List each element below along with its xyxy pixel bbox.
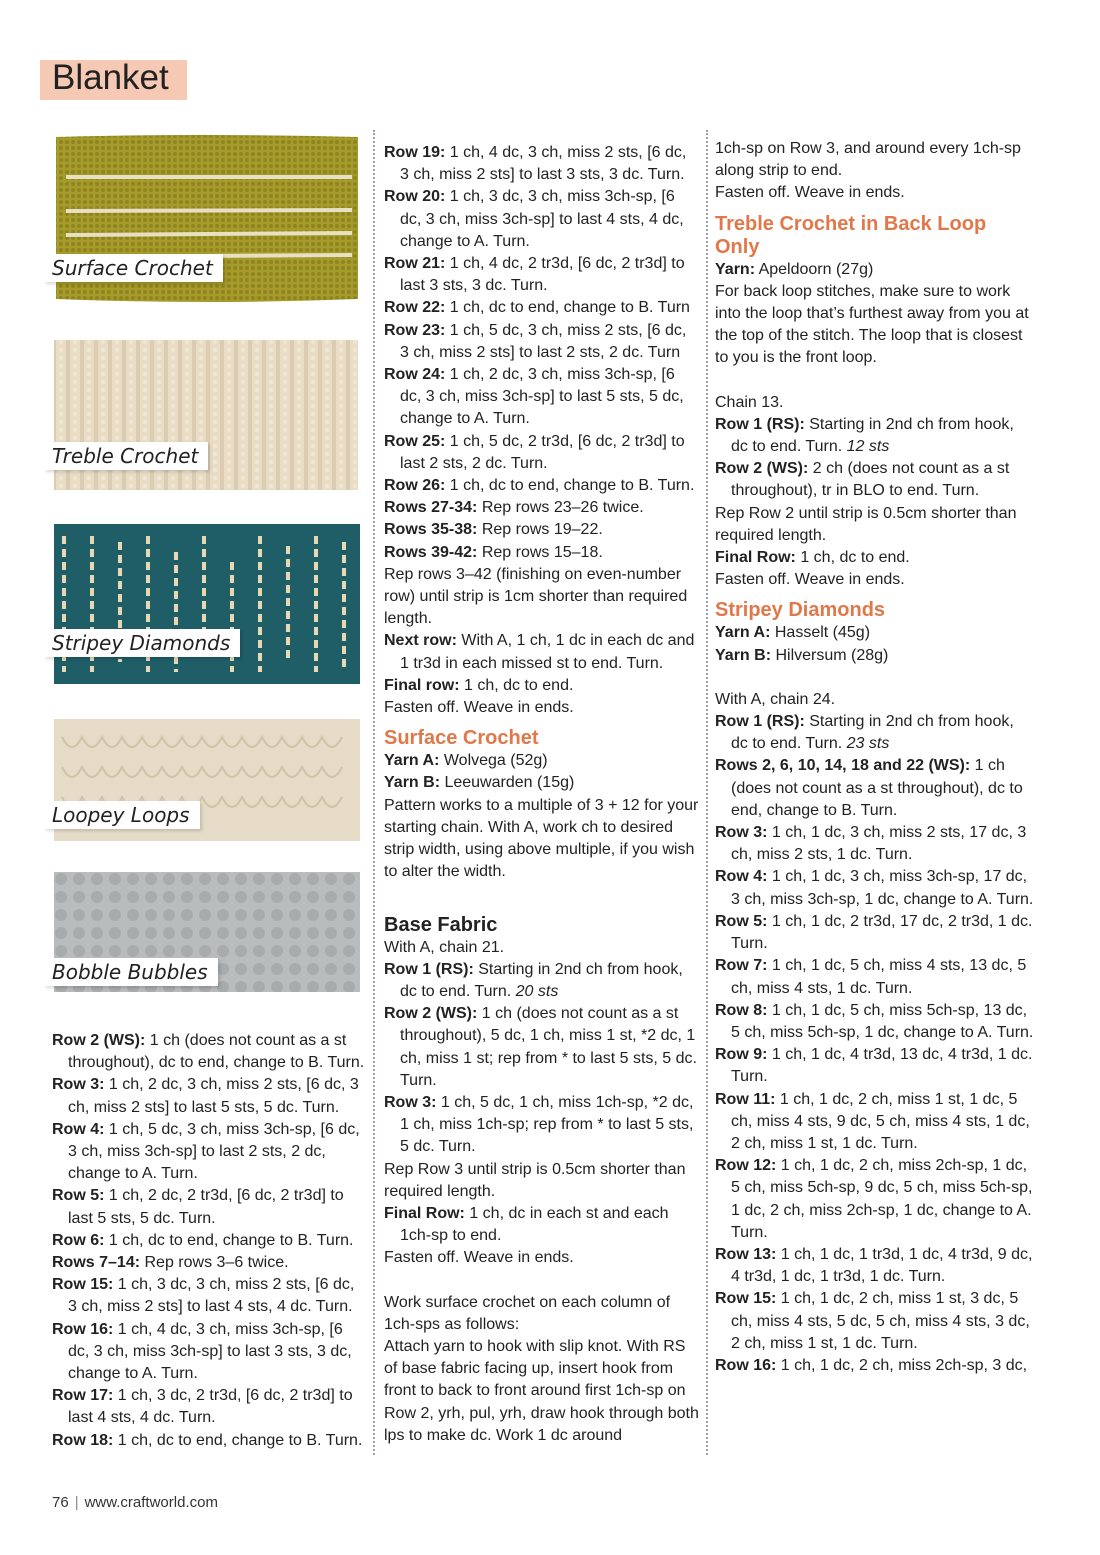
row-label: Row 3: [52, 1076, 105, 1094]
row-text: Rep rows 19–22. [477, 521, 603, 539]
swatch-label-loopey-loops: Loopey Loops [44, 801, 200, 829]
pattern-row [52, 1185, 367, 1229]
row-text: 1 ch, 1 dc, 3 ch, miss 2 sts, 17 dc, 3 ch, miss 2 sts, 1 dc. Turn. [731, 824, 1027, 864]
row-text: 1 ch, 2 dc, 3 ch, miss 3ch-sp, [6 dc, 3 ch, miss 3ch-sp] to last 5 sts, 5 dc, change to A. Turn. [400, 366, 684, 428]
section-heading: Treble Crochet in Back Loop Only [715, 212, 987, 258]
pattern-row [384, 959, 699, 1003]
pattern-row [384, 630, 699, 674]
row-label: Row 3: [715, 824, 768, 842]
row-text: Rep rows 15–18. [477, 543, 603, 561]
pattern-text [715, 138, 1035, 182]
pattern-row [384, 142, 699, 186]
stitch-count: 23 sts [846, 735, 890, 753]
pattern-text [384, 1292, 699, 1336]
row-text: Leeuwarden (15g) [440, 774, 575, 792]
row-label: Row 12: [715, 1157, 777, 1175]
instructions-column-3 [715, 138, 1035, 1377]
row-label: Rows 35-38: [384, 521, 478, 539]
pattern-text [715, 503, 1035, 547]
row-label: Row 13: [715, 1245, 777, 1263]
row-label: Rows 39-42: [384, 543, 478, 561]
row-label: Row 20: [384, 188, 446, 206]
row-text: Rep Row 2 until strip is 0.5cm shorter than required length. [715, 504, 1017, 544]
row-text: Fasten off. Weave in ends. [715, 571, 905, 589]
pattern-row [715, 755, 1035, 822]
pattern-row [384, 1003, 699, 1092]
row-text: 1 ch, 3 dc, 3 ch, miss 3ch-sp, [6 dc, 3 ch, miss 3ch-sp] to last 4 sts, 4 dc, change to A. Turn. [400, 188, 684, 250]
pattern-row [715, 414, 1035, 458]
row-text: Pattern works to a multiple of 3 + 12 for your starting chain. With A, work ch to desired strip width, using above multiple, if you wish to alter the width. [384, 796, 699, 881]
row-text: Hasselt (45g) [770, 624, 871, 642]
column-divider-2 [706, 130, 708, 1455]
pattern-text [384, 937, 699, 959]
pattern-row [384, 1092, 699, 1159]
swatch-label-surface-crochet: Surface Crochet [44, 254, 223, 282]
row-text: Hilversum (28g) [771, 646, 889, 664]
row-text: Rep rows 3–42 (finishing on even-number row) until strip is 1cm shorter than required length. [384, 565, 688, 628]
stitch-count: 12 sts [846, 438, 890, 456]
row-text: 1 ch, 1 dc, 2 ch, miss 2ch-sp, 1 dc, 5 ch, miss 5ch-sp, 9 dc, 5 ch, miss 5ch-sp, 1 dc, 2 ch, miss 2ch-sp, 1 dc, change to A. Turn. [731, 1157, 1033, 1241]
spacer [384, 1270, 699, 1292]
row-text: Chain 13. [715, 393, 784, 411]
row-label: Final row: [384, 676, 460, 694]
row-label: Yarn: [715, 260, 756, 278]
row-label: Row 19: [384, 144, 446, 161]
pattern-row [384, 497, 699, 519]
row-text: 1 ch, dc to end, change to B. Turn [445, 299, 690, 317]
row-text: Starting in 2nd ch from hook, dc to end. Turn. [731, 713, 1014, 753]
row-label: Row 6: [52, 1231, 105, 1249]
pattern-text [384, 795, 699, 884]
pattern-row [52, 1030, 367, 1074]
row-text: 1 ch, 1 dc, 5 ch, miss 5ch-sp, 13 dc, 5 ch, miss 5ch-sp, 1 dc, change to A. Turn. [731, 1001, 1034, 1041]
pattern-row [715, 1089, 1035, 1156]
row-text: Starting in 2nd ch from hook, dc to end. Turn. [400, 960, 683, 1000]
row-label: Row 16: [52, 1320, 114, 1338]
pattern-row [52, 1430, 367, 1452]
swatch-label-treble-crochet: Treble Crochet [44, 442, 208, 470]
pattern-row [715, 622, 1035, 644]
column-divider-1 [373, 130, 375, 1455]
row-label: Row 17: [52, 1387, 114, 1405]
pattern-text [384, 564, 699, 631]
pattern-row [384, 320, 699, 364]
instructions-column-1 [52, 1030, 367, 1452]
spacer [715, 667, 1035, 689]
pattern-row [384, 253, 699, 297]
row-label: Row 2 (WS): [384, 1005, 478, 1023]
row-text: 1 ch, 1 dc, 2 ch, miss 2ch-sp, 3 dc, [776, 1356, 1028, 1374]
row-text: 1 ch, 4 dc, 2 tr3d, [6 dc, 2 tr3d] to last 3 sts, 3 dc. Turn. [400, 255, 685, 295]
row-text: With A, chain 21. [384, 938, 505, 956]
pattern-text [715, 569, 1035, 591]
row-text: Work surface crochet on each column of 1ch-sps as follows: [384, 1293, 671, 1333]
row-text: Rep Row 3 until strip is 0.5cm shorter than required length. [384, 1160, 686, 1200]
pattern-row [52, 1252, 367, 1274]
row-text: Fasten off. Weave in ends. [715, 184, 905, 202]
row-text: Attach yarn to hook with slip knot. With RS of base fabric facing up, insert hook from front to back to front around first 1ch-sp on Row 2, yrh, pul, yrh, draw hook through both lps to make dc. Work 1 dc around [384, 1337, 699, 1444]
spacer [715, 370, 1035, 392]
row-label: Row 25: [384, 432, 446, 450]
page-title-box [40, 60, 187, 100]
page-title: Blanket [52, 58, 169, 97]
row-text: 1 ch (does not count as a st throughout), dc to end, change to B. Turn. [731, 757, 1023, 819]
row-text: 1 ch, 4 dc, 3 ch, miss 2 sts, [6 dc, 3 ch, miss 2 sts] to last 3 sts, 3 dc. Turn. [400, 144, 687, 184]
pattern-row [52, 1319, 367, 1386]
footer-url[interactable]: www.craftworld.com [84, 1494, 218, 1511]
row-label: Yarn A: [715, 624, 771, 642]
pattern-row [384, 364, 699, 431]
swatch-label-stripey-diamonds: Stripey Diamonds [44, 629, 240, 657]
row-label: Row 23: [384, 321, 446, 339]
row-label: Row 15: [715, 1290, 777, 1308]
pattern-row [384, 750, 699, 772]
row-text: 1 ch, 1 dc, 2 tr3d, 17 dc, 2 tr3d, 1 dc. Turn. [731, 912, 1033, 953]
row-text: For back loop stitches, make sure to work into the loop that’s furthest away from you at the top of the stitch. The loop that is closest to you is the front loop. [715, 282, 1029, 367]
row-label: Row 21: [384, 255, 446, 273]
pattern-row [715, 1355, 1035, 1377]
row-text: 1 ch, dc to end, change to B. Turn. [113, 1431, 363, 1449]
row-text: 1 ch, 1 dc, 3 ch, miss 3ch-sp, 17 dc, 3 ch, miss 3ch-sp, 1 dc, change to A. Turn. [731, 868, 1034, 908]
pattern-row [384, 297, 699, 319]
pattern-row [52, 1230, 367, 1252]
row-text: 1 ch, dc in each st and each 1ch-sp to end. [400, 1204, 669, 1245]
row-text: 1 ch, dc to end, change to B. Turn. [104, 1231, 354, 1249]
row-text: 1 ch, 1 dc, 4 tr3d, 13 dc, 4 tr3d, 1 dc. Turn. [731, 1046, 1033, 1086]
row-text: 1 ch, 5 dc, 2 tr3d, [6 dc, 2 tr3d] to last 2 sts, 2 dc. Turn. [400, 432, 685, 472]
row-text: 1 ch (does not count as a st throughout), dc to end, change to B. Turn. [68, 1032, 365, 1072]
row-text: With A, chain 24. [715, 690, 836, 708]
pattern-row [715, 1000, 1035, 1044]
pattern-row [715, 955, 1035, 999]
pattern-row [715, 645, 1035, 667]
row-text: 1 ch, 5 dc, 3 ch, miss 3ch-sp, [6 dc, 3 ch, miss 3ch-sp] to last 2 sts, 2 dc, change to A. Turn. [68, 1120, 360, 1183]
pattern-row [384, 475, 699, 497]
row-label: Row 3: [384, 1093, 437, 1111]
pattern-row [715, 1044, 1035, 1088]
row-label: Row 2 (WS): [715, 460, 809, 478]
pattern-text [715, 281, 1035, 370]
pattern-row [384, 186, 699, 253]
row-label: Next row: [384, 632, 457, 650]
row-text: 1 ch, dc to end. [459, 676, 574, 694]
row-label: Row 5: [715, 912, 768, 930]
row-text: 2 ch (does not count as a st throughout), tr in BLO to end. Turn. [731, 460, 1010, 500]
pattern-text [715, 392, 1035, 414]
row-text: 1 ch, 1 dc, 1 tr3d, 1 dc, 4 tr3d, 9 dc, 4 tr3d, 1 dc, 1 tr3d, 1 dc. Turn. [731, 1245, 1033, 1286]
row-label: Final Row: [715, 549, 796, 567]
row-label: Row 4: [715, 868, 768, 886]
pattern-row [384, 772, 699, 794]
stitch-count: 20 sts [515, 982, 559, 1000]
pattern-row [384, 675, 699, 697]
pattern-row [715, 866, 1035, 910]
pattern-text [715, 182, 1035, 204]
row-label: Row 18: [52, 1431, 114, 1449]
row-label: Row 7: [715, 957, 768, 975]
pattern-row [715, 547, 1035, 569]
pattern-text [715, 689, 1035, 711]
stripey-diamonds-swatch-image [52, 522, 362, 687]
pattern-text [384, 1159, 699, 1203]
row-label: Yarn B: [384, 774, 441, 792]
pattern-row [715, 911, 1035, 955]
row-text: Wolvega (52g) [439, 752, 548, 770]
row-text: 1 ch (does not count as a st throughout), 5 dc, 1 ch, miss 1 st, *2 dc, 1 ch, miss 1 st; rep from * to last 5 sts, 5 dc. Turn. [400, 1005, 697, 1089]
row-text: With A, 1 ch, 1 dc in each dc and 1 tr3d in each missed st to end. Turn. [400, 632, 695, 672]
pattern-row [715, 822, 1035, 866]
row-text: Fasten off. Weave in ends. [384, 699, 574, 717]
row-label: Row 15: [52, 1276, 114, 1294]
pattern-row [384, 431, 699, 475]
row-label: Row 5: [52, 1187, 105, 1205]
row-label: Row 16: [715, 1356, 777, 1374]
swatch-label-bobble-bubbles: Bobble Bubbles [44, 958, 218, 986]
row-text: 1 ch, 5 dc, 3 ch, miss 2 sts, [6 dc, 3 ch, miss 2 sts] to last 2 sts, 2 dc. Turn [400, 321, 687, 361]
row-label: Rows 27-34: [384, 499, 478, 517]
row-text: 1 ch, dc to end, change to B. Turn. [445, 477, 695, 495]
row-text: 1 ch, 3 dc, 2 tr3d, [6 dc, 2 tr3d] to last 4 sts, 4 dc. Turn. [68, 1387, 353, 1427]
row-label: Yarn A: [384, 752, 440, 770]
row-text: 1 ch, 1 dc, 5 ch, miss 4 sts, 13 dc, 5 ch, miss 4 sts, 1 dc. Turn. [731, 957, 1027, 997]
row-label: Row 1 (RS): [715, 713, 805, 731]
spacer [384, 884, 699, 906]
pattern-row [715, 1155, 1035, 1244]
row-label: Row 1 (RS): [715, 415, 805, 433]
row-label: Row 4: [52, 1120, 105, 1138]
row-label: Row 9: [715, 1046, 768, 1064]
pattern-row [384, 1203, 699, 1247]
pattern-row [384, 519, 699, 541]
row-text: 1 ch, 4 dc, 3 ch, miss 3ch-sp, [6 dc, 3 ch, miss 3ch-sp] to last 3 sts, 3 dc, change to A. Turn. [68, 1320, 352, 1383]
row-text: Rep rows 23–26 twice. [477, 499, 644, 517]
pattern-row [715, 458, 1035, 502]
row-label: Row 22: [384, 299, 446, 317]
row-label: Row 2 (WS): [52, 1032, 146, 1049]
pattern-row [715, 259, 1035, 281]
section-heading: Stripey Diamonds [715, 599, 886, 622]
pattern-row [52, 1274, 367, 1318]
page-footer: 76 | www.craftworld.com [52, 1494, 218, 1511]
row-label: Yarn B: [715, 646, 772, 664]
row-text: Rep rows 3–6 twice. [140, 1254, 289, 1272]
section-heading: Surface Crochet [384, 727, 539, 750]
row-label: Row 1 (RS): [384, 960, 474, 978]
row-label: Row 11: [715, 1090, 776, 1108]
row-label: Rows 7–14: [52, 1254, 141, 1272]
row-label: Final Row: [384, 1204, 465, 1222]
pattern-text [384, 1336, 699, 1447]
subsection-heading: Base Fabric [384, 913, 498, 936]
row-text: Apeldoorn (27g) [755, 260, 874, 278]
pattern-row [715, 711, 1035, 755]
pattern-row [384, 542, 699, 564]
pattern-row [715, 1244, 1035, 1288]
row-text: 1 ch, 1 dc, 2 ch, miss 1 st, 1 dc, 5 ch, miss 4 sts, 9 dc, 5 ch, miss 4 sts, 1 dc, 2 ch, miss 1 st, 1 dc. Turn. [731, 1090, 1030, 1152]
row-label: Rows 2, 6, 10, 14, 18 and 22 (WS): [715, 757, 971, 775]
instructions-column-2 [384, 142, 699, 1447]
pattern-text [384, 697, 699, 719]
row-text: 1 ch, dc to end. [795, 549, 910, 567]
row-label: Row 26: [384, 477, 446, 495]
pattern-row [52, 1385, 367, 1429]
row-text: Fasten off. Weave in ends. [384, 1249, 574, 1267]
pattern-row [715, 1288, 1035, 1355]
pattern-text [384, 1247, 699, 1269]
row-label: Row 24: [384, 366, 446, 384]
page-number: 76 [52, 1494, 69, 1511]
pattern-row [52, 1119, 367, 1186]
row-text: 1 ch, 1 dc, 2 ch, miss 1 st, 3 dc, 5 ch, miss 4 sts, 5 dc, 5 ch, miss 4 sts, 3 dc, 2 ch, miss 1 st, 1 dc. Turn. [731, 1290, 1030, 1352]
row-text: Starting in 2nd ch from hook, dc to end. Turn. [731, 415, 1014, 456]
row-label: Row 8: [715, 1001, 768, 1019]
row-text: 1ch-sp on Row 3, and around every 1ch-sp along strip to end. [715, 140, 1021, 180]
pattern-row [52, 1074, 367, 1118]
row-text: 1 ch, 2 dc, 3 ch, miss 2 sts, [6 dc, 3 ch, miss 2 sts] to last 5 sts, 5 dc. Turn. [68, 1076, 359, 1116]
row-text: 1 ch, 3 dc, 3 ch, miss 2 sts, [6 dc, 3 ch, miss 2 sts] to last 4 sts, 4 dc. Turn. [68, 1276, 355, 1316]
row-text: 1 ch, 5 dc, 1 ch, miss 1ch-sp, *2 dc, 1 ch, miss 1ch-sp; rep from * to last 5 sts, 5 dc. Turn. [400, 1093, 694, 1156]
row-text: 1 ch, 2 dc, 2 tr3d, [6 dc, 2 tr3d] to last 5 sts, 5 dc. Turn. [68, 1187, 344, 1227]
